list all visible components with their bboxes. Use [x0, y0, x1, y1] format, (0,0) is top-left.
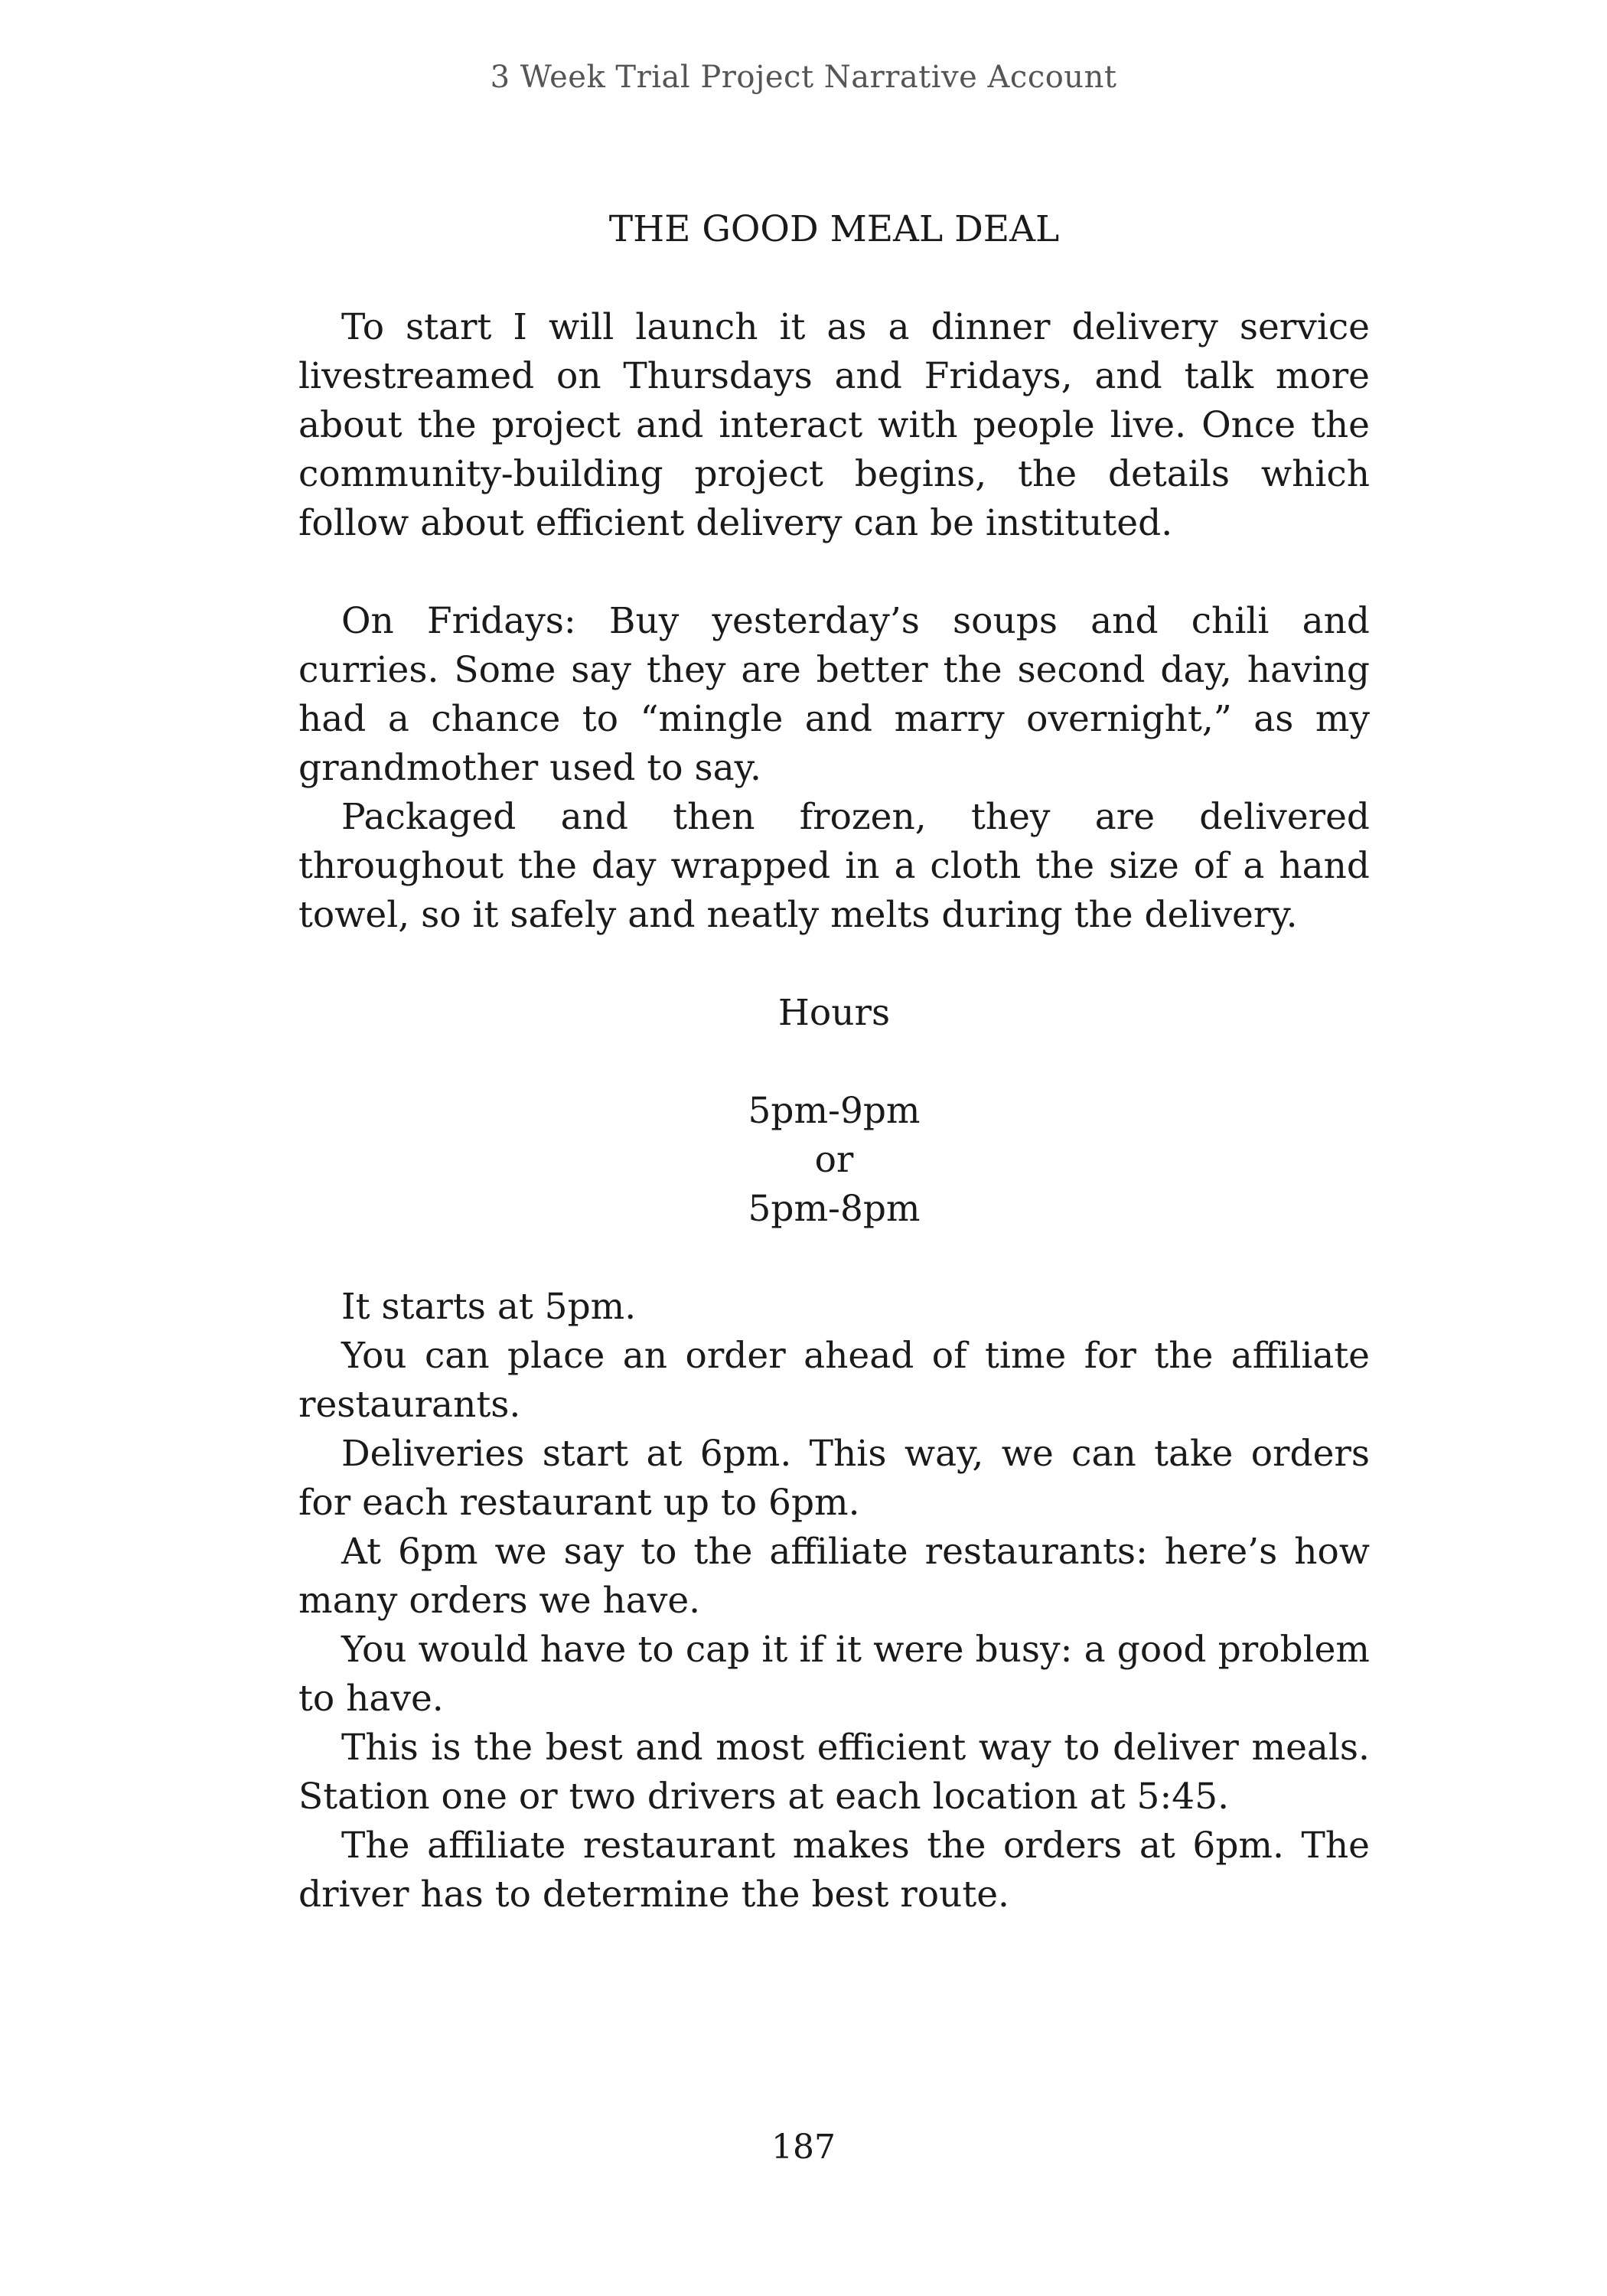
schedule-paragraph: You can place an order ahead of time for the affiliate restaurants.: [298, 1335, 1370, 1426]
hours-separator: or: [814, 1139, 854, 1181]
paragraph-intro: To start I will launch it as a dinner delivery service livestreamed on Thursdays and Fridays, and talk more about the project and interact with people live. Once the community-building project begins, the details which follow about efficient delivery can be instituted.: [298, 306, 1370, 544]
schedule-paragraph: At 6pm we say to the affiliate restaurants: here’s how many orders we have.: [298, 1531, 1370, 1622]
running-head: 3 Week Trial Project Narrative Account: [490, 60, 1117, 95]
section-title: THE GOOD MEAL DEAL: [608, 208, 1060, 250]
schedule-paragraph: The affiliate restaurant makes the orders at 6pm. The driver has to determine the best route.: [298, 1825, 1370, 1916]
hours-heading: Hours: [777, 992, 891, 1034]
hours-option-two: 5pm-8pm: [748, 1188, 921, 1230]
paragraph-fridays: On Fridays: Buy yesterday’s soups and chili and curries. Some say they are better the second day, having had a chance to “mingle and marry overnight,” as my grandmother used to say.: [298, 600, 1370, 789]
schedule-paragraph: You would have to cap it if it were busy: a good problem to have.: [298, 1629, 1370, 1720]
hours-option-one: 5pm-9pm: [748, 1090, 921, 1132]
schedule-paragraph: Deliveries start at 6pm. This way, we can take orders for each restaurant up to 6pm.: [298, 1433, 1370, 1524]
page-body: [298, 205, 1370, 1919]
schedule-paragraph: This is the best and most efficient way to deliver meals. Station one or two drivers at each location at 5:45.: [298, 1727, 1370, 1818]
schedule-paragraph: It starts at 5pm.: [341, 1286, 637, 1328]
page-number: 187: [771, 2128, 836, 2167]
paragraph-packaged: Packaged and then frozen, they are delivered throughout the day wrapped in a cloth the size of a hand towel, so it safely and neatly melts during the delivery.: [298, 796, 1370, 936]
